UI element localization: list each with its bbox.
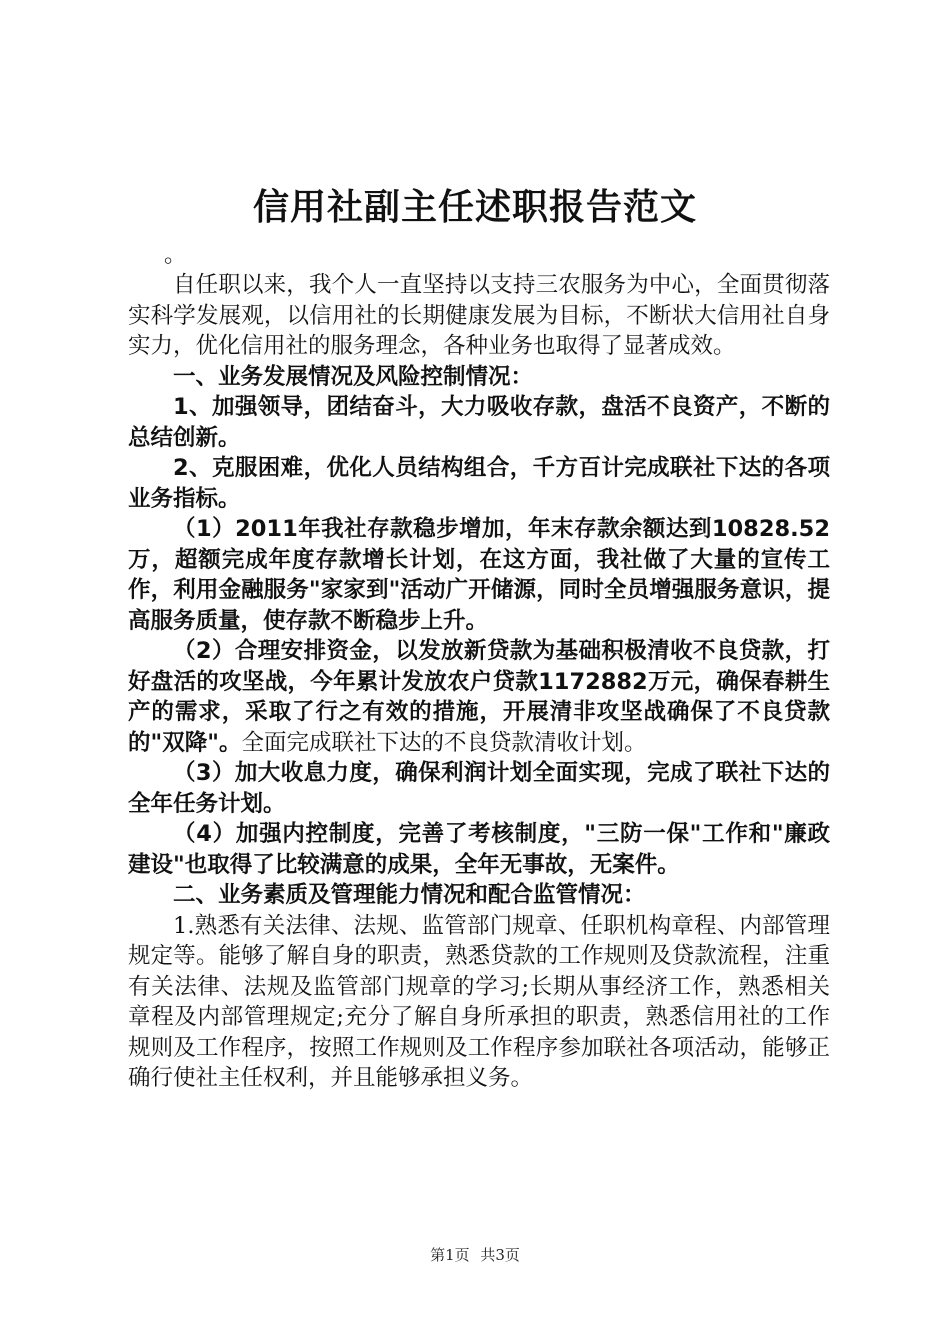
page-number: 第1页 bbox=[430, 1246, 470, 1264]
paragraph-section-2-item-1: 1.熟悉有关法律、法规、监管部门规章、任职机构章程、内部管理规定等。能够了解自身的职责，熟悉贷款的工作规则及贷款流程，注重有关法律、法规及监管部门规章的学习;长期从事经济工作，熟悉相关章程及内部管理规定;充分了解自身所承担的职责，熟悉信用社的工作规则及工作程序，按照工作规则及工作程序参加联社各项活动，能够正确行使社主任权利，并且能够承担义务。 bbox=[128, 912, 830, 1091]
section-heading-1: 一、业务发展情况及风险控制情况： bbox=[173, 363, 534, 390]
paragraph-0: 。 bbox=[164, 242, 187, 268]
document-body bbox=[128, 240, 830, 1094]
paragraph-item-1: 1、加强领导，团结奋斗，大力吸收存款，盘活不良资产，不断的总结创新。 bbox=[128, 394, 830, 451]
paragraph-intro: 自任职以来，我个人一直坚持以支持三农服务为中心，全面贯彻落实科学发展观，以信用社的长期健康发展为目标，不断状大信用社自身实力，优化信用社的服务理念，各种业务也取得了显著成效。 bbox=[128, 272, 830, 359]
paragraph-item-2: 2、克服困难，优化人员结构组合，千方百计完成联社下达的各项业务指标。 bbox=[128, 455, 830, 512]
paragraph-sub-1: （1）2011年我社存款稳步增加，年末存款余额达到10828.52万，超额完成年度存款增长计划，在这方面，我社做了大量的宣传工作，利用金融服务"家家到"活动广开储源，同时全员增强服务意识，提高服务质量，使存款不断稳步上升。 bbox=[128, 516, 830, 634]
page-total: 共3页 bbox=[480, 1246, 520, 1264]
section-heading-2: 二、业务素质及管理能力情况和配合监管情况： bbox=[173, 882, 646, 908]
document-title: 信用社副主任述职报告范文 bbox=[252, 187, 697, 228]
paragraph-sub-2-tail: 全面完成联社下达的不良贷款清收计划。 bbox=[241, 729, 647, 756]
paragraph-sub-2 bbox=[128, 636, 830, 758]
paragraph-sub-2-main: （2）合理安排资金，以发放新贷款为基础积极清收不良贷款，打好盘活的攻坚战，今年累计发放农户贷款1172882万元，确保春耕生产的需求，采取了行之有效的措施，开展清非攻坚战确保了不良贷款的"双降"。 bbox=[128, 638, 830, 756]
paragraph-sub-4: （4）加强内控制度，完善了考核制度，"三防一保"工作和"廉政建设"也取得了比较满意的成果，全年无事故，无案件。 bbox=[128, 821, 830, 878]
paragraph-sub-3: （3）加大收息力度，确保利润计划全面实现，完成了联社下达的全年任务计划。 bbox=[128, 760, 830, 817]
page-footer bbox=[0, 1244, 950, 1265]
